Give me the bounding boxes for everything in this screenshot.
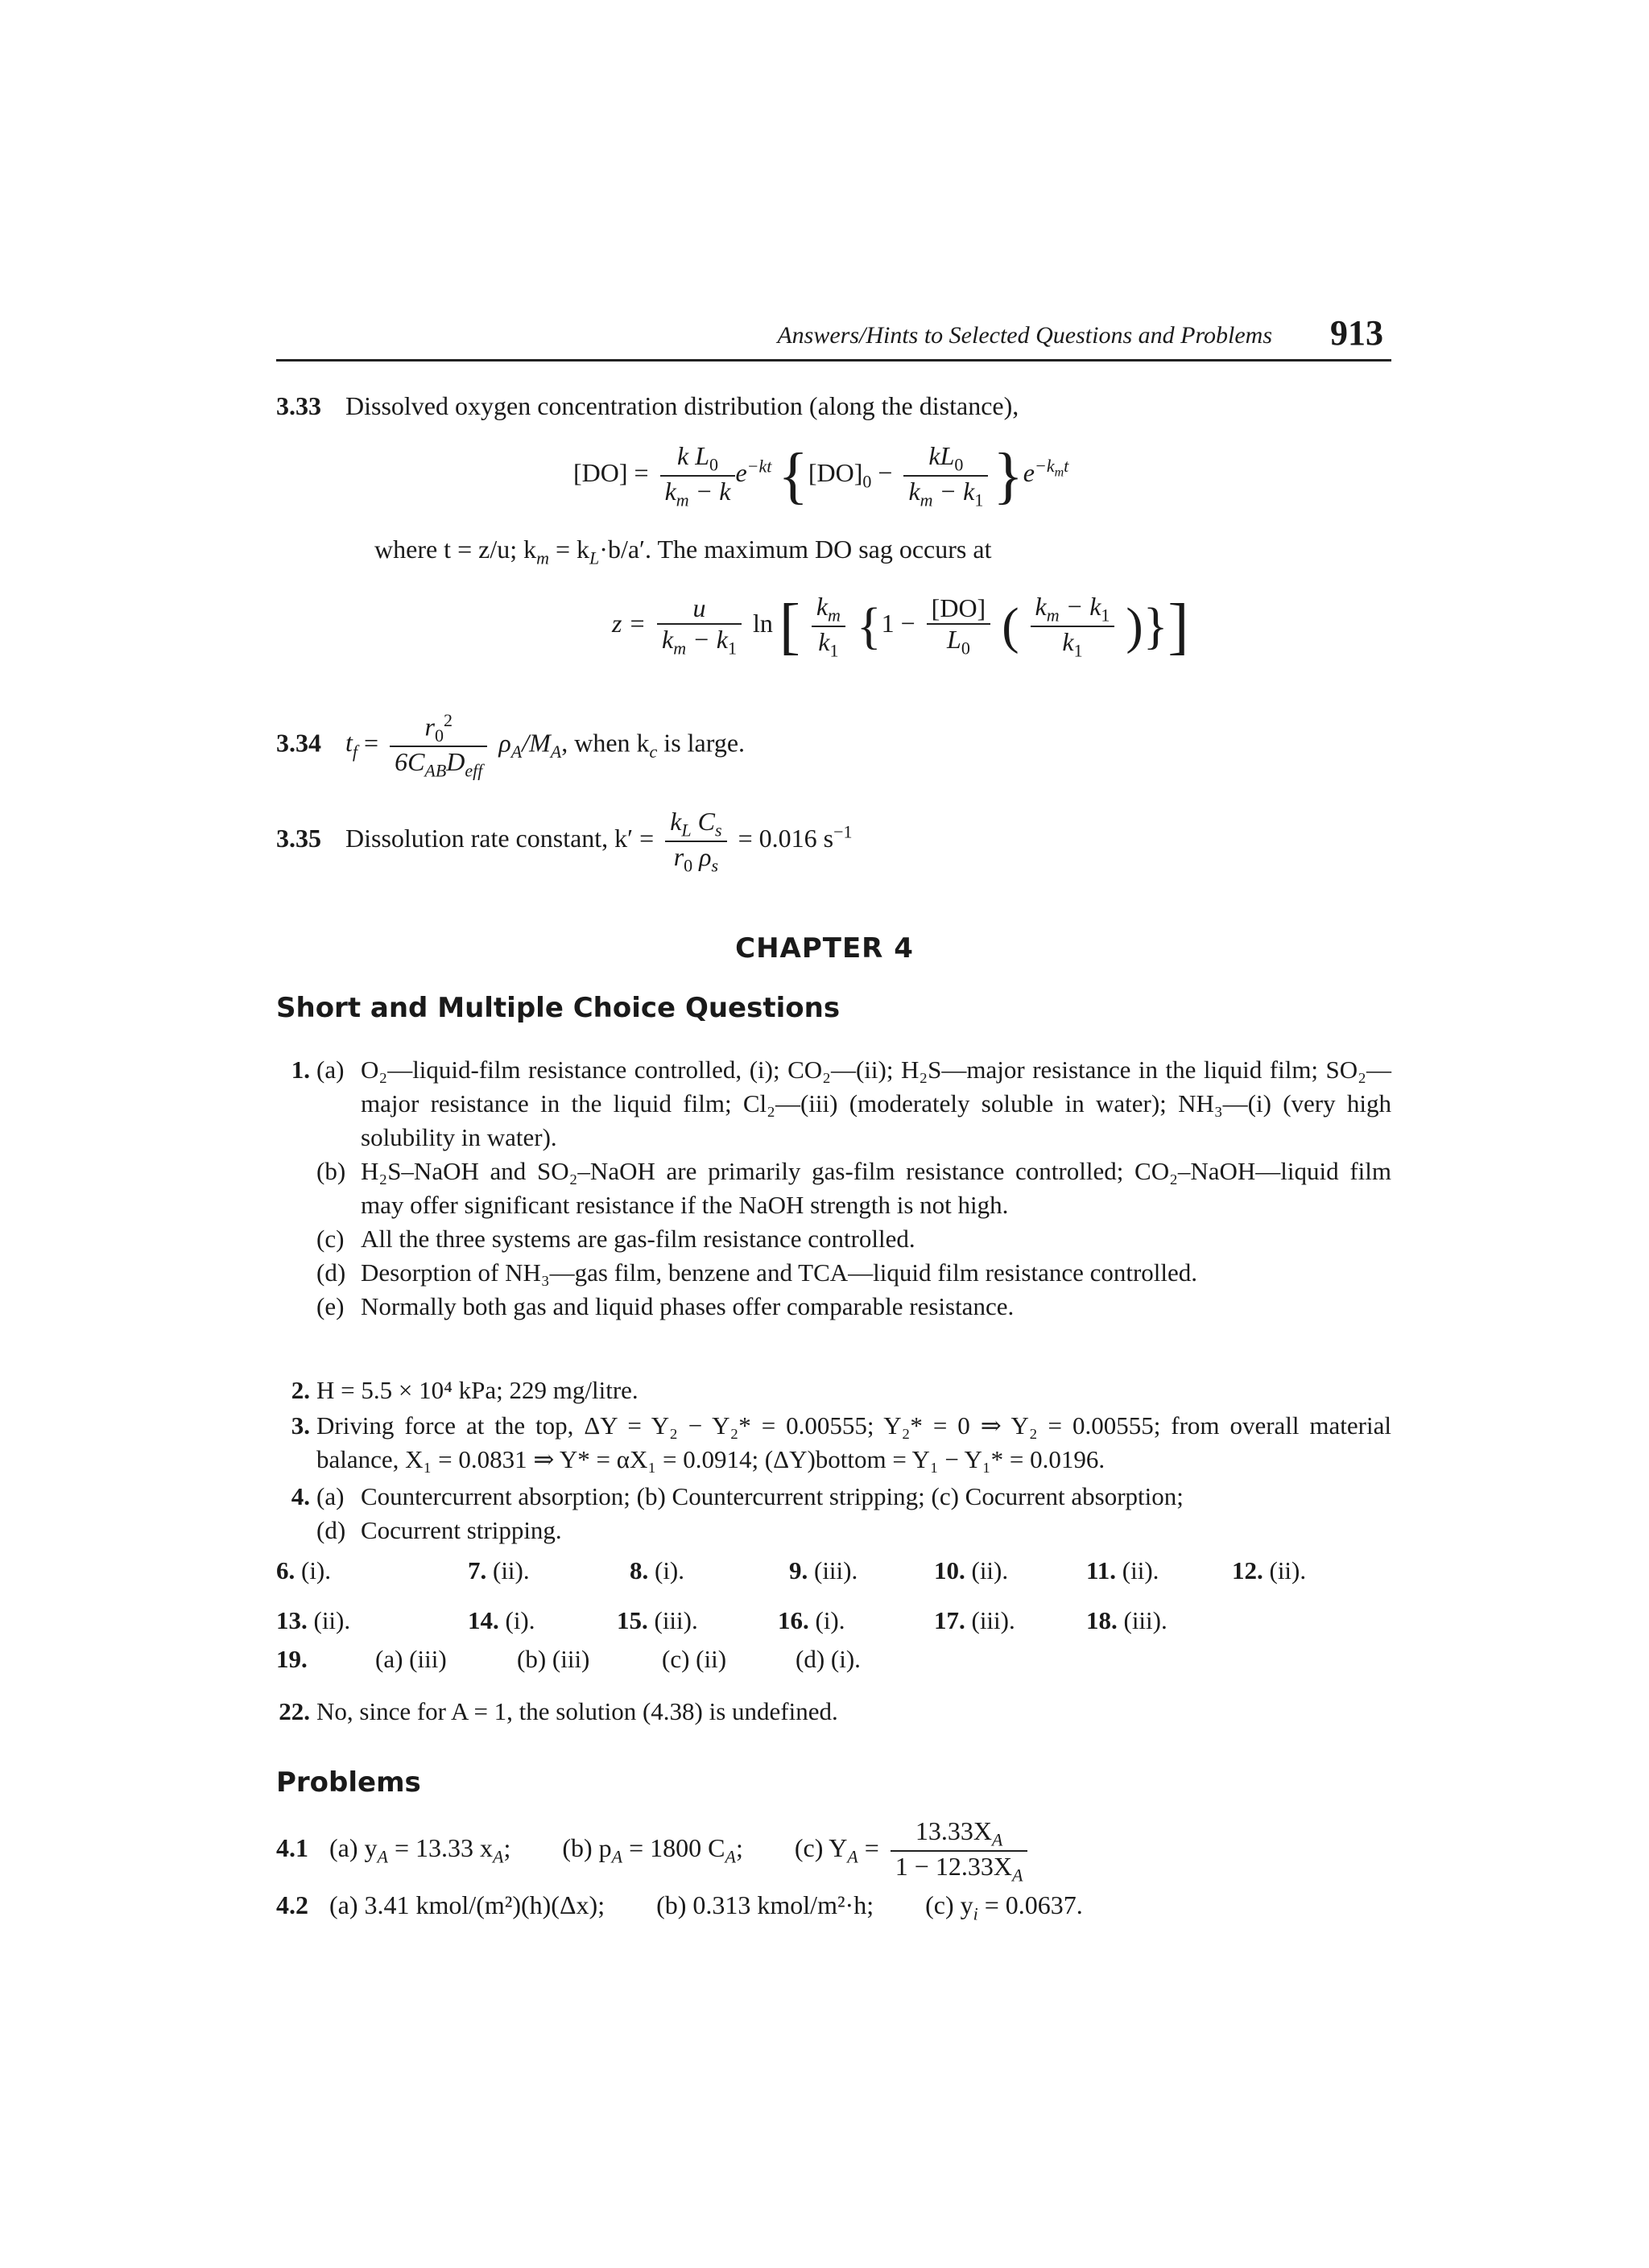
- fraction: $\frac{k_L C_s}{r_0 \rho_s}$: [665, 807, 726, 875]
- where-text: where t = z/u; k: [374, 535, 537, 564]
- fraction: $\frac{k_m}{k_1}$: [812, 592, 845, 660]
- problem-number: 4.2: [276, 1890, 308, 1919]
- answers-row-19: [0, 1645, 1649, 1680]
- part-label: (c): [316, 1225, 345, 1253]
- part-c: =: [864, 1833, 879, 1863]
- t-f: t: [345, 728, 353, 758]
- problem-4-2: 4.2 (a) 3.41 kmol/(m²)(h)(Δx); (b) 0.313 kmol/m²·h; (c) $y_i = 0.0637$.: [276, 1890, 1083, 1924]
- result: = 0.016 s: [738, 824, 834, 853]
- answer-part: (b) (iii): [517, 1645, 590, 1673]
- problem-number: 4.1: [276, 1833, 308, 1863]
- equation-critical-distance: z = $\frac{u}{k_m - k_1}$ ln [ $\frac{k_m}{k_1}$ {1 − $\frac{[DO]}{L_0}$ ( $\frac{k_m - k_1}{k_1}$ )}]: [612, 590, 1189, 661]
- part-text: Normally both gas and liquid phases offer comparable resistance.: [361, 1292, 1015, 1320]
- answer-item: 11. (ii).: [1086, 1556, 1159, 1584]
- answer-4: [291, 1480, 1391, 1547]
- part-b: = 1800 C: [629, 1833, 725, 1863]
- part-text: Desorption of NH₃—gas film, benzene and TCA—liquid film resistance controlled.: [361, 1258, 1198, 1287]
- where-line: where t = z/u; $k_m = k_L\cdot b/a'$. The maximum DO sag occurs at: [374, 535, 992, 568]
- answer-item: 19.: [276, 1645, 308, 1673]
- answer-item: 12. (ii).: [1232, 1556, 1307, 1584]
- problem-number: 3.34: [276, 728, 321, 758]
- part-label: (a): [316, 1056, 345, 1084]
- problem-3-34: 3.34 $t_f$ = $\frac{r_0^2}{6C_{AB}D_{eff}}$ $\rho_A/M_A$, when $k_c$ is large.: [276, 710, 746, 781]
- problem-3-33: [276, 391, 1019, 421]
- answer-number: 4.: [291, 1482, 310, 1510]
- part-text: Cocurrent stripping.: [361, 1516, 562, 1544]
- equation-do-profile: [DO] = $\frac{k L_0}{k_m - k}$ $e^{-kt}$ {$[DO]_0$ − $\frac{kL_0}{k_m - k_1}$ }$e^{-k_mt}$: [573, 440, 1069, 510]
- frac-den: L: [947, 625, 961, 655]
- answer-text: No, since for A = 1, the solution (4.38) is undefined.: [316, 1697, 838, 1725]
- answers-row-13-18: [0, 1606, 1649, 1642]
- answer-item: 15. (iii).: [617, 1606, 698, 1634]
- part-a: (a) 3.41 kmol/(m²)(h)(Δx);: [329, 1890, 605, 1919]
- part-label: (a): [316, 1482, 345, 1510]
- frac-num: k L: [677, 441, 710, 470]
- exponent: −1: [833, 821, 853, 842]
- part-b: (b) p: [562, 1833, 612, 1863]
- section-heading-problems: Problems: [276, 1766, 421, 1799]
- problem-4-1: 4.1 (a) $y_A = 13.33$ $x_A$; (b) $p_A = 1800$ $C_A$; (c) $Y_A$ = $\frac{13.33X_A}{1 - 12.33X_A}$: [276, 1816, 1032, 1885]
- answer-item: 7. (ii).: [468, 1556, 530, 1584]
- answer-item: 9. (iii).: [789, 1556, 858, 1584]
- frac-num: u: [692, 593, 706, 623]
- answer-number: 22.: [279, 1697, 310, 1725]
- part-label: (d): [316, 1258, 346, 1287]
- chapter-heading: CHAPTER 4: [735, 932, 914, 965]
- answer-text: H = 5.5 × 10⁴ kPa; 229 mg/litre.: [316, 1376, 639, 1404]
- page-number: 913: [1330, 313, 1383, 353]
- answer-number: 2.: [291, 1376, 310, 1404]
- answer-item: 16. (i).: [778, 1606, 845, 1634]
- fraction: $\frac{[DO]}{L_0}$: [927, 593, 991, 658]
- frac-den: k: [662, 625, 674, 655]
- one-minus: 1 −: [881, 609, 915, 638]
- part-label: (b): [316, 1157, 346, 1185]
- frac-den: k: [818, 626, 830, 656]
- answer-item: 13. (ii).: [276, 1606, 351, 1634]
- condition-text: is large.: [663, 728, 746, 758]
- part-a: = 13.33 x: [394, 1833, 494, 1863]
- fraction: $\frac{13.33X_A}{1 - 12.33X_A}$: [891, 1816, 1028, 1885]
- answer-item: 17. (iii).: [934, 1606, 1015, 1634]
- do-term: [DO]: [808, 458, 863, 488]
- frac-num: k: [816, 592, 829, 621]
- frac-num: kL: [928, 441, 955, 470]
- answer-number: 1.: [291, 1056, 310, 1084]
- part-text: O₂—liquid-film resistance controlled, (i); CO₂—(ii); H₂S—major resistance in the liquid film; SO₂—major resistance in the liquid film; Cl₂—(iii) (moderately soluble in water); NH₃—(i) (very high solubility in water).: [361, 1056, 1391, 1151]
- answer-number: 3.: [291, 1411, 310, 1440]
- fraction: $\frac{u}{k_m - k_1}$: [657, 593, 742, 658]
- exponent: −k: [1034, 456, 1055, 477]
- condition-text: , when k: [561, 728, 650, 758]
- semicolon: ;: [735, 1833, 743, 1863]
- problem-number: 3.35: [276, 824, 321, 853]
- part-c: (c) Y: [794, 1833, 848, 1863]
- frac-den: k: [664, 476, 676, 506]
- semicolon: ;: [503, 1833, 511, 1863]
- molar-mass: /M: [522, 728, 551, 758]
- part-text: Countercurrent absorption; (b) Countercurrent stripping; (c) Cocurrent absorption;: [361, 1482, 1184, 1510]
- part-text: H₂S–NaOH and SO₂–NaOH are primarily gas-film resistance controlled; CO₂–NaOH—liquid film may offer significant resistance if the NaOH strength is not high.: [361, 1157, 1391, 1219]
- part-c: = 0.0637.: [984, 1890, 1083, 1919]
- answer-part: (c) (ii): [662, 1645, 727, 1673]
- part-b: (b) 0.313 kmol/m²·h;: [656, 1890, 874, 1919]
- fraction: $\frac{k L_0}{k_m - k}$: [660, 441, 736, 510]
- answers-row-6-12: [0, 1556, 1649, 1592]
- running-title: Answers/Hints to Selected Questions and Problems: [777, 322, 1272, 349]
- answer-item: 8. (i).: [630, 1556, 685, 1584]
- fraction: $\frac{r_0^2}{6C_{AB}D_{eff}}$: [390, 710, 487, 781]
- answer-item: 10. (ii).: [934, 1556, 1009, 1584]
- frac-num: [DO]: [931, 593, 986, 623]
- answer-2: [291, 1374, 1391, 1407]
- fraction: $\frac{kL_0}{k_m - k_1}$: [903, 441, 988, 510]
- frac-den: 1 − 12.33X: [895, 1851, 1012, 1881]
- answer-item: 18. (iii).: [1086, 1606, 1168, 1634]
- section-heading-short-questions: Short and Multiple Choice Questions: [276, 992, 841, 1024]
- frac-num: k: [670, 807, 682, 836]
- part-c: (c) y: [925, 1890, 973, 1919]
- frac-num: 13.33X: [915, 1816, 992, 1845]
- running-header: [276, 308, 1391, 361]
- problem-number: 3.33: [276, 391, 321, 420]
- answer-text: Driving force at the top, ΔY = Y₂ − Y₂* = 0.00555; Y₂* = 0 ⇒ Y₂ = 0.00555; from overall material balance, X₁ = 0.0831 ⇒ Y* = αX₁ = 0.0914; (ΔY)bottom = Y₁ − Y₁* = 0.0196.: [316, 1411, 1391, 1473]
- problem-3-35: [276, 807, 853, 875]
- part-label: (d): [316, 1516, 346, 1544]
- frac-den: r: [673, 841, 684, 871]
- answer-part: (d) (i).: [796, 1645, 861, 1673]
- eq-lhs: [DO] =: [573, 458, 649, 488]
- rho: ρ: [498, 728, 511, 758]
- answer-part: (a) (iii): [375, 1645, 447, 1673]
- answer-item: 14. (i).: [468, 1606, 535, 1634]
- answer-3: [291, 1409, 1391, 1477]
- problem-text: Dissolution rate constant, k′ =: [345, 824, 655, 853]
- where-text: ·b/a′. The maximum DO sag occurs at: [599, 535, 992, 564]
- ln: ln: [752, 609, 773, 638]
- frac-num: r: [424, 712, 435, 742]
- part-text: All the three systems are gas-film resistance controlled.: [361, 1225, 915, 1253]
- eq-lhs: z =: [612, 609, 647, 638]
- exponent: −kt: [746, 456, 772, 477]
- frac-den: k: [908, 476, 920, 506]
- answer-22: [279, 1695, 1391, 1729]
- answer-1: [291, 1053, 1391, 1324]
- part-a: (a) y: [329, 1833, 378, 1863]
- answer-item: 6. (i).: [276, 1556, 332, 1584]
- frac-den: 6C: [395, 747, 425, 777]
- fraction: $\frac{k_m - k_1}{k_1}$: [1031, 592, 1115, 660]
- where-text: = k: [555, 535, 590, 564]
- problem-text: Dissolved oxygen concentration distribution (along the distance),: [345, 391, 1019, 420]
- part-label: (e): [316, 1292, 345, 1320]
